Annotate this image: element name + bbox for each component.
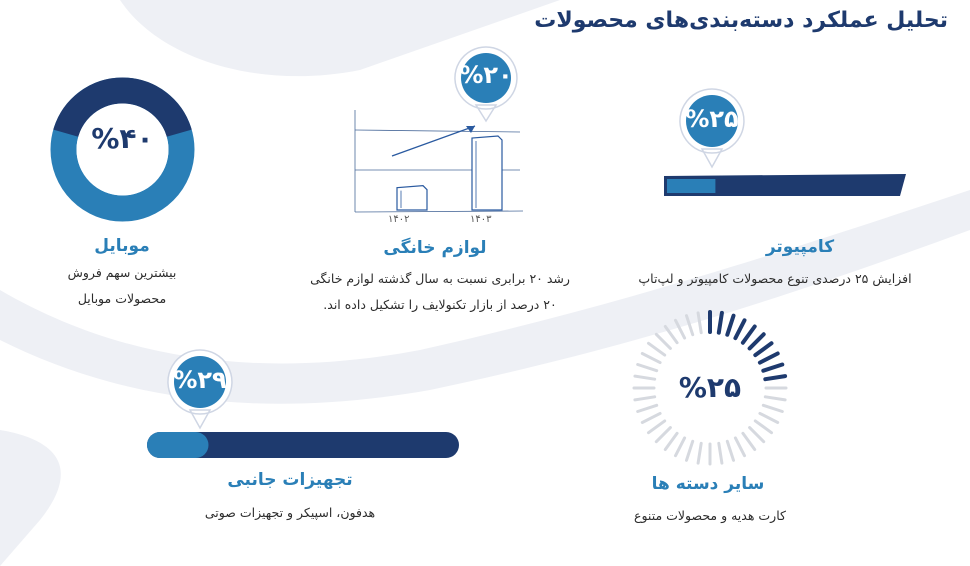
sketch-bar (472, 136, 502, 210)
sketch-bar (397, 186, 427, 210)
accessories-pin-label: %۲۹ (173, 366, 227, 394)
gauge-tick (719, 443, 722, 463)
gauge-tick (750, 428, 764, 442)
computer-title: کامپیوتر (765, 237, 835, 257)
gauge-tick (727, 316, 733, 335)
gauge-tick (687, 316, 693, 335)
computer-pin-label: %۲۵ (685, 105, 739, 133)
page-title: تحلیل عملکرد دسته‌بندی‌های محصولات (534, 8, 948, 33)
gauge-tick (763, 405, 782, 411)
accessories-desc-line1: هدفون، اسپیکر و تجهیزات صوتی (204, 505, 376, 520)
gauge-tick (642, 354, 660, 363)
gauge-tick (642, 413, 660, 422)
gauge-tick (743, 433, 755, 449)
gauge-tick (687, 441, 693, 460)
gauge-tick (676, 438, 685, 456)
gauge-tick (649, 421, 665, 433)
others-desc-line1: کارت هدیه و محصولات متنوع (634, 508, 786, 523)
computer-desc-line1: افزایش ۲۵ درصدی تنوع محصولات کامپیوتر و لپ‌تاپ (638, 271, 912, 286)
appliances-pin-label: %۲۰ (459, 61, 513, 89)
accessories-title: تجهیزات جانبی (227, 470, 353, 490)
gauge-tick (676, 320, 685, 338)
mobile-title: موبایل (94, 236, 150, 256)
gauge-tick (665, 433, 677, 449)
trend-arrow-head (466, 126, 475, 133)
gauge-tick (760, 413, 778, 422)
mobile-desc-line2: محصولات موبایل (77, 291, 167, 306)
progress-fill (667, 179, 715, 193)
gauge-tick (638, 405, 657, 411)
appliances-desc-line1: رشد ۲۰ برابری نسبت به سال گذشته لوازم خانگی (310, 271, 570, 286)
gauge-tick (665, 327, 677, 343)
gauge-tick (656, 334, 670, 348)
others-title: سایر دسته ها (651, 474, 765, 494)
gauge-tick (750, 334, 764, 348)
mobile-value: %۴۰ (91, 122, 154, 155)
gauge-tick (719, 313, 722, 333)
gauge-tick (638, 365, 657, 371)
bar-tick-1403: ۱۴۰۳ (470, 214, 492, 225)
appliances-desc-line2: ۲۰ درصد از بازار تکنولایف را تشکیل داده اند. (323, 297, 557, 312)
gauge-tick (698, 313, 701, 333)
gauge-tick (698, 443, 701, 463)
gauge-tick (755, 421, 771, 433)
gauge-tick (735, 320, 744, 338)
gauge-tick (755, 343, 771, 355)
gauge-tick (760, 354, 778, 363)
bar-tick-1402: ۱۴۰۲ (388, 214, 410, 225)
progress-fill (147, 432, 209, 458)
gauge-tick (649, 343, 665, 355)
gauge-tick (727, 441, 733, 460)
others-value: %۲۵ (678, 371, 742, 404)
gauge-tick (763, 365, 782, 371)
gauge-tick (743, 327, 755, 343)
accessories-progress-bar (145, 430, 465, 462)
gauge-tick (656, 428, 670, 442)
appliances-title: لوازم خانگی (383, 238, 487, 258)
mobile-desc-line1: بیشترین سهم فروش (67, 265, 177, 280)
gauge-tick (735, 438, 744, 456)
